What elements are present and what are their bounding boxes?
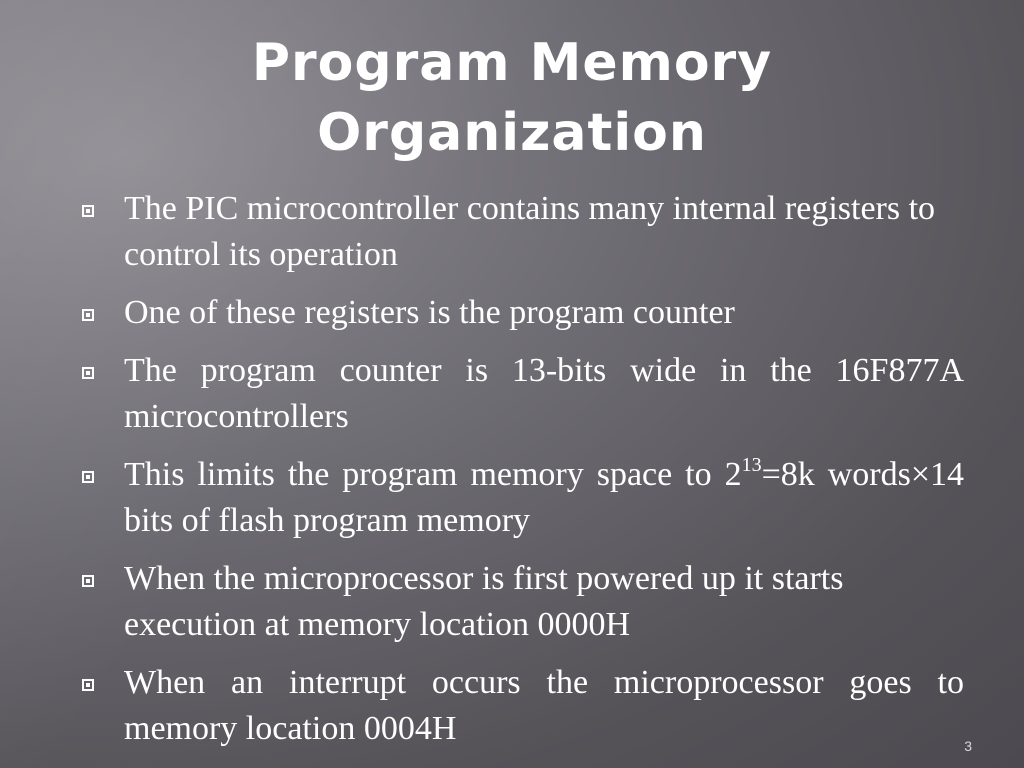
- slide-title-line-1: Program Memory: [251, 33, 773, 93]
- page-number: 3: [964, 738, 972, 754]
- square-bullet-icon: [82, 205, 94, 217]
- square-bullet-icon: [82, 309, 94, 321]
- bullet-text: The program counter is 13-bits wide in the 16F877A microcontrollers: [124, 352, 964, 435]
- bullet-item: [80, 186, 964, 278]
- bullet-text: The PIC microcontroller contains many internal registers to control its operation: [124, 190, 936, 273]
- bullet-item: [80, 556, 964, 648]
- bullet-text-before-exponent: This limits the program memory space to 2: [124, 456, 742, 493]
- bullet-text: One of these registers is the program counter: [124, 294, 735, 331]
- square-bullet-icon: [82, 471, 94, 483]
- slide-title: [0, 28, 1024, 168]
- bullet-text: When an interrupt occurs the microprocessor goes to memory location 0004H: [124, 664, 964, 747]
- bullet-item: [80, 290, 964, 336]
- exponent: 13: [741, 454, 762, 476]
- square-bullet-icon: [82, 679, 94, 691]
- slide-title-line-2: Organization: [317, 103, 707, 163]
- bullet-text: [124, 452, 964, 544]
- bullet-item: [80, 348, 964, 440]
- square-bullet-icon: [82, 575, 94, 587]
- bullet-text-after-exponent: =8k words×14 bits of flash program memory: [124, 456, 964, 539]
- bullet-item: [80, 660, 964, 752]
- bullet-list: [80, 186, 964, 764]
- square-bullet-icon: [82, 367, 94, 379]
- bullet-item: [80, 452, 964, 544]
- bullet-text: When the microprocessor is first powered up it starts execution at memory location 0000H: [124, 560, 844, 643]
